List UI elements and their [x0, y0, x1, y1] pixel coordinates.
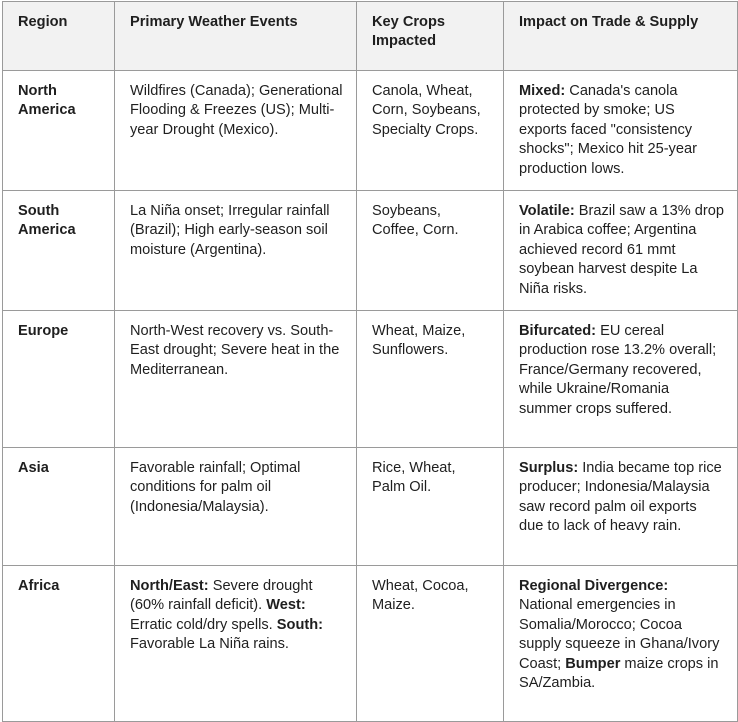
region-cell: Europe	[3, 311, 115, 448]
weather-cell: North-West recovery vs. South-East drought; Severe heat in the Mediterranean.	[115, 311, 357, 448]
header-row	[3, 2, 738, 71]
impact-text: National emergencies in Somalia/Morocco; Cocoa supply squeeze in Ghana/Ivory Coast;	[519, 597, 720, 672]
table-row	[3, 191, 738, 311]
impact-cell	[504, 311, 738, 448]
impact-cell	[504, 448, 738, 566]
weather-cell	[115, 566, 357, 722]
impact-text: Brazil saw a 13% drop in Arabica coffee; Argentina achieved record 61 mmt soybean harvest despite La Niña risks.	[519, 203, 724, 297]
crops-cell: Wheat, Cocoa, Maize.	[357, 566, 504, 722]
header-region: Region	[3, 2, 115, 71]
table-row	[3, 71, 738, 191]
weather-cell: Favorable rainfall; Optimal conditions for palm oil (Indonesia/Malaysia).	[115, 448, 357, 566]
crops-cell: Canola, Wheat, Corn, Soybeans, Specialty Crops.	[357, 71, 504, 191]
weather-cell: Wildfires (Canada); Generational Flooding & Freezes (US); Multi-year Drought (Mexico).	[115, 71, 357, 191]
crops-cell: Wheat, Maize, Sunflowers.	[357, 311, 504, 448]
region-cell: Asia	[3, 448, 115, 566]
table-row	[3, 311, 738, 448]
impact-text: Canada's canola protected by smoke; US exports faced "consistency shocks"; Mexico hit 25-year production lows.	[519, 83, 697, 177]
weather-impact-table	[2, 1, 738, 722]
impact-label: Regional Divergence:	[519, 578, 669, 595]
impact-text: India became top rice producer; Indonesia/Malaysia saw record palm oil exports due to lack of heavy rain.	[519, 460, 722, 535]
weather-label-south: South:	[276, 616, 323, 633]
impact-label-bumper: Bumper	[565, 655, 621, 672]
crops-cell: Rice, Wheat, Palm Oil.	[357, 448, 504, 566]
weather-cell: La Niña onset; Irregular rainfall (Brazil); High early-season soil moisture (Argentina).	[115, 191, 357, 311]
weather-text-north-east: Severe drought (60% rainfall deficit).	[130, 578, 313, 614]
impact-text: EU cereal production rose 13.2% overall; France/Germany recovered, while Ukraine/Romania summer crops suffered.	[519, 323, 717, 417]
weather-label-north-east: North/East:	[130, 578, 209, 595]
header-impact: Impact on Trade & Supply	[504, 2, 738, 71]
region-cell: North America	[3, 71, 115, 191]
region-cell: South America	[3, 191, 115, 311]
weather-label-west: West:	[266, 597, 306, 614]
impact-label: Mixed:	[519, 83, 566, 99]
table-row	[3, 448, 738, 566]
impact-cell	[504, 71, 738, 191]
impact-label: Bifurcated:	[519, 323, 597, 340]
impact-text-bumper: maize crops in SA/Zambia.	[519, 655, 719, 692]
impact-label: Surplus:	[519, 460, 579, 477]
impact-cell	[504, 191, 738, 311]
table-row	[3, 566, 738, 722]
impact-cell	[504, 566, 738, 722]
header-weather: Primary Weather Events	[115, 2, 357, 71]
crops-cell: Soybeans, Coffee, Corn.	[357, 191, 504, 311]
header-crops: Key Crops Impacted	[357, 2, 504, 71]
region-cell: Africa	[3, 566, 115, 722]
impact-label: Volatile:	[519, 203, 575, 220]
weather-text-west: Erratic cold/dry spells.	[130, 616, 277, 633]
weather-text-south: Favorable La Niña rains.	[130, 636, 289, 653]
